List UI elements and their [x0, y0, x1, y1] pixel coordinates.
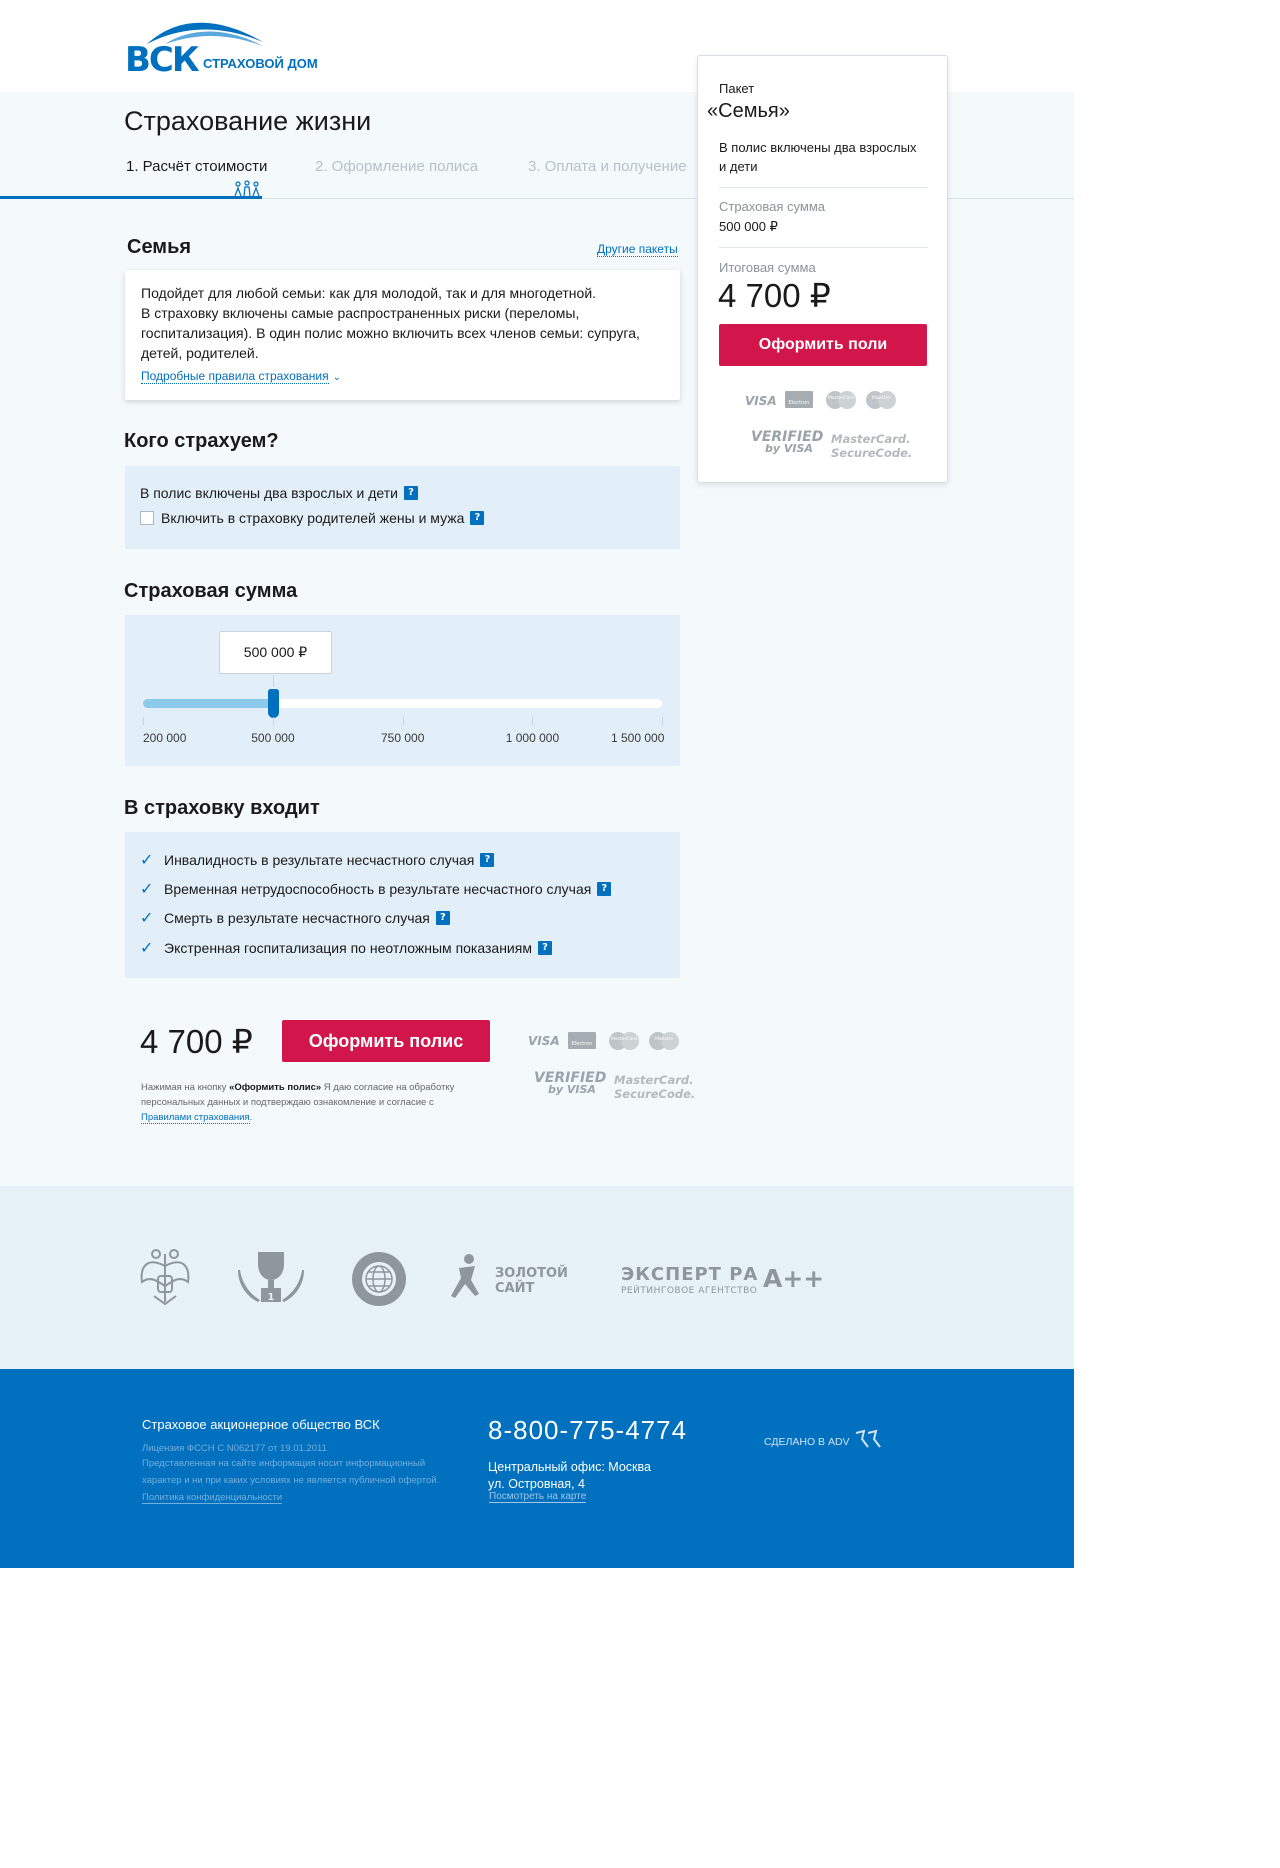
help-icon[interactable]: ?	[404, 486, 418, 500]
slider-tick	[143, 717, 144, 725]
help-icon[interactable]: ?	[538, 941, 552, 955]
parents-checkbox[interactable]	[140, 511, 154, 525]
visa-electron-logo: Electron	[785, 391, 813, 408]
parents-checkbox-row[interactable]	[140, 510, 484, 526]
svg-text:1: 1	[267, 1292, 275, 1303]
payment-logos-bottom	[528, 1030, 696, 1101]
active-step-indicator	[0, 196, 262, 199]
globe-award-icon	[350, 1250, 408, 1308]
checkmark-icon: ✓	[140, 879, 154, 898]
slider-tick	[532, 717, 533, 725]
securecode-line-2: SecureCode.	[614, 1087, 696, 1101]
visa-electron-logo: Electron	[568, 1032, 596, 1049]
chevron-down-icon: ⌄	[332, 372, 341, 383]
expert-ra-name: ЭКСПЕРТ РА	[621, 1264, 759, 1285]
coverage-panel	[125, 832, 680, 978]
mastercard-logo	[826, 391, 856, 409]
slider-tick-label[interactable]: 500 000	[251, 731, 295, 745]
made-by-adv[interactable]	[764, 1429, 882, 1449]
sidebar-submit-button[interactable]: Оформить поли	[719, 324, 927, 366]
submit-policy-button[interactable]: Оформить полис	[282, 1020, 490, 1062]
sum-slider-panel	[125, 615, 680, 766]
coverage-item-label: Временная нетрудоспособность в результате несчастного случая	[164, 881, 592, 897]
total-price: 4 700 ₽	[140, 1023, 253, 1060]
help-icon[interactable]: ?	[597, 882, 611, 896]
package-description-line-1: Подойдет для любой семьи: как для молодой, так и для многодетной.	[141, 285, 597, 301]
adv-logo-icon	[854, 1429, 882, 1449]
verified-by-text: by VISA	[548, 1083, 596, 1096]
slider-tick-label[interactable]: 200 000	[143, 731, 187, 745]
order-summary-sidebar	[697, 55, 948, 483]
family-icon	[234, 180, 260, 198]
securecode-line-2: SecureCode.	[831, 446, 913, 460]
consent-text	[141, 1080, 476, 1125]
sidebar-total-value: 4 700 ₽	[718, 277, 831, 314]
mastercard-label: MasterCard	[828, 396, 854, 401]
russian-coat-of-arms-icon	[136, 1246, 194, 1308]
consent-prefix: Нажимая на кнопку	[141, 1082, 227, 1093]
checkmark-icon: ✓	[140, 908, 154, 927]
sum-bubble-pointer	[273, 675, 274, 687]
step-policy-registration[interactable]: 2. Оформление полиса	[315, 158, 479, 175]
maestro-logo	[866, 391, 896, 409]
expert-ra-rating: A++	[763, 1264, 825, 1293]
coverage-item	[140, 850, 494, 869]
sum-heading: Страховая сумма	[124, 580, 298, 602]
made-by-adv-text: СДЕЛАНО В ADV	[764, 1436, 850, 1448]
coverage-item	[140, 908, 450, 927]
other-packages-link[interactable]: Другие пакеты	[597, 242, 678, 256]
logo-sub-text: СТРАХОВОЙ ДОМ	[203, 56, 318, 71]
footer-privacy-row	[142, 1489, 282, 1506]
coverage-heading: В страховку входит	[124, 797, 320, 819]
footer-office-line-2: ул. Островная, 4	[488, 1477, 585, 1491]
sum-value-bubble: 500 000 ₽	[219, 631, 332, 674]
slider-tick	[403, 717, 404, 725]
sidebar-total-label: Итоговая сумма	[719, 260, 816, 275]
checkmark-icon: ✓	[140, 938, 154, 957]
page-title: Страхование жизни	[124, 106, 372, 136]
mastercard-securecode-logo	[831, 432, 912, 460]
slider-tick	[662, 717, 663, 725]
privacy-policy-link[interactable]: Политика конфиденциальности	[142, 1492, 283, 1503]
divider	[719, 187, 928, 188]
mastercard-label: MasterCard	[611, 1037, 637, 1042]
awards-strip	[0, 1186, 1074, 1369]
insurance-rules-link[interactable]: Подробные правила страхования	[141, 369, 329, 383]
footer-office-address	[488, 1459, 651, 1493]
footer-license: Лицензия ФССН С N062177 от 19.01.2011	[142, 1443, 327, 1454]
sidebar-package-description: В полис включены два взрослых и дети	[719, 140, 917, 174]
verified-by-visa-logo	[751, 431, 823, 455]
sum-slider-fill	[143, 699, 273, 708]
sidebar-package-label: Пакет	[719, 81, 755, 96]
verified-by-text: by VISA	[765, 442, 813, 455]
footer-office-line-1: Центральный офис: Москва	[488, 1460, 651, 1474]
visa-logo: VISA	[745, 394, 777, 408]
site-footer	[0, 1369, 1074, 1568]
who-heading: Кого страхуем?	[124, 430, 279, 452]
sidebar-sum-value: 500 000 ₽	[719, 219, 778, 234]
securecode-line-1: MasterCard.	[831, 432, 911, 446]
slider-tick-label[interactable]: 1 000 000	[505, 731, 560, 745]
expert-ra-award	[621, 1264, 831, 1304]
step-calculation[interactable]: 1. Расчёт стоимости	[126, 158, 268, 175]
mastercard-logo	[609, 1032, 639, 1050]
package-description-card	[125, 270, 680, 400]
slider-tick	[273, 717, 274, 725]
slider-tick-label[interactable]: 1 500 000	[611, 731, 665, 745]
expert-ra-subtitle: РЕЙТИНГОВОЕ АГЕНТСТВО	[621, 1286, 758, 1296]
sidebar-sum-label: Страховая сумма	[719, 199, 825, 214]
show-on-map-link[interactable]: Посмотреть на карте	[489, 1491, 587, 1502]
help-icon[interactable]: ?	[480, 853, 494, 867]
coverage-item	[140, 938, 552, 957]
parents-checkbox-label[interactable]: Включить в страховку родителей жены и мужа	[161, 510, 465, 526]
consent-body: Я даю согласие на обработку персональных данных и подтверждаю ознакомление и согласие с	[141, 1082, 455, 1108]
vsk-logo[interactable]	[125, 18, 325, 80]
sidebar-package-name: «Семья»	[707, 100, 790, 122]
checkmark-icon: ✓	[140, 850, 154, 869]
package-description-line-2: В страховку включены самые распространенных риски (переломы, госпитализация). В один полис можно включить всех членов семьи: супруга, детей, родителей.	[141, 305, 640, 361]
slider-tick-label[interactable]: 750 000	[381, 731, 425, 745]
step-payment[interactable]: 3. Оплата и получение	[528, 158, 687, 175]
visa-logo: VISA	[528, 1034, 560, 1048]
sum-slider-track[interactable]	[143, 699, 662, 708]
coverage-item-label: Инвалидность в результате несчастного случая	[164, 852, 475, 868]
mastercard-securecode-logo	[614, 1073, 695, 1101]
trophy-icon	[236, 1250, 306, 1306]
consent-button-name: «Оформить полис»	[229, 1082, 322, 1093]
package-title: Семья	[127, 236, 192, 258]
zolotoy-sayt-award	[445, 1254, 568, 1300]
verified-text: VERIFIED	[751, 429, 824, 445]
coverage-item-label: Смерть в результате несчастного случая	[164, 910, 430, 926]
verified-text: VERIFIED	[534, 1070, 607, 1086]
verified-by-visa-logo	[534, 1072, 606, 1096]
who-included-row	[140, 485, 418, 501]
award-zoloto-line-2: САЙТ	[495, 1281, 535, 1296]
who-panel	[125, 466, 680, 549]
insurance-rules-toggle[interactable]	[141, 369, 664, 383]
maestro-label: Maestro	[654, 1037, 674, 1042]
payment-logos-sidebar	[745, 391, 913, 461]
coverage-item-label: Экстренная госпитализация по неотложным показаниям	[164, 940, 532, 956]
maestro-logo	[649, 1032, 679, 1050]
help-icon[interactable]: ?	[470, 511, 484, 525]
award-zoloto-line-1: ЗОЛОТОЙ	[495, 1266, 568, 1281]
securecode-line-1: MasterCard.	[614, 1073, 694, 1087]
sum-slider-handle[interactable]	[268, 689, 279, 718]
insurance-rules-consent-link[interactable]: Правилами страхования	[141, 1112, 250, 1123]
footer-disclaimer: Представленная на сайте информация носит информационный характер и ни при каких условиях не является публичной офертой.	[142, 1458, 440, 1486]
divider	[719, 247, 928, 248]
coverage-item	[140, 879, 611, 898]
running-figure-icon	[445, 1254, 487, 1300]
maestro-label: Maestro	[871, 396, 891, 401]
footer-company-name: Страховое акционерное общество ВСК	[142, 1417, 380, 1432]
footer-phone[interactable]: 8-800-775-4774	[488, 1415, 688, 1445]
consent-end: .	[249, 1112, 253, 1123]
logo-main-text: ВСК	[125, 40, 198, 80]
help-icon[interactable]: ?	[436, 911, 450, 925]
who-included-text: В полис включены два взрослых и дети	[140, 485, 398, 501]
